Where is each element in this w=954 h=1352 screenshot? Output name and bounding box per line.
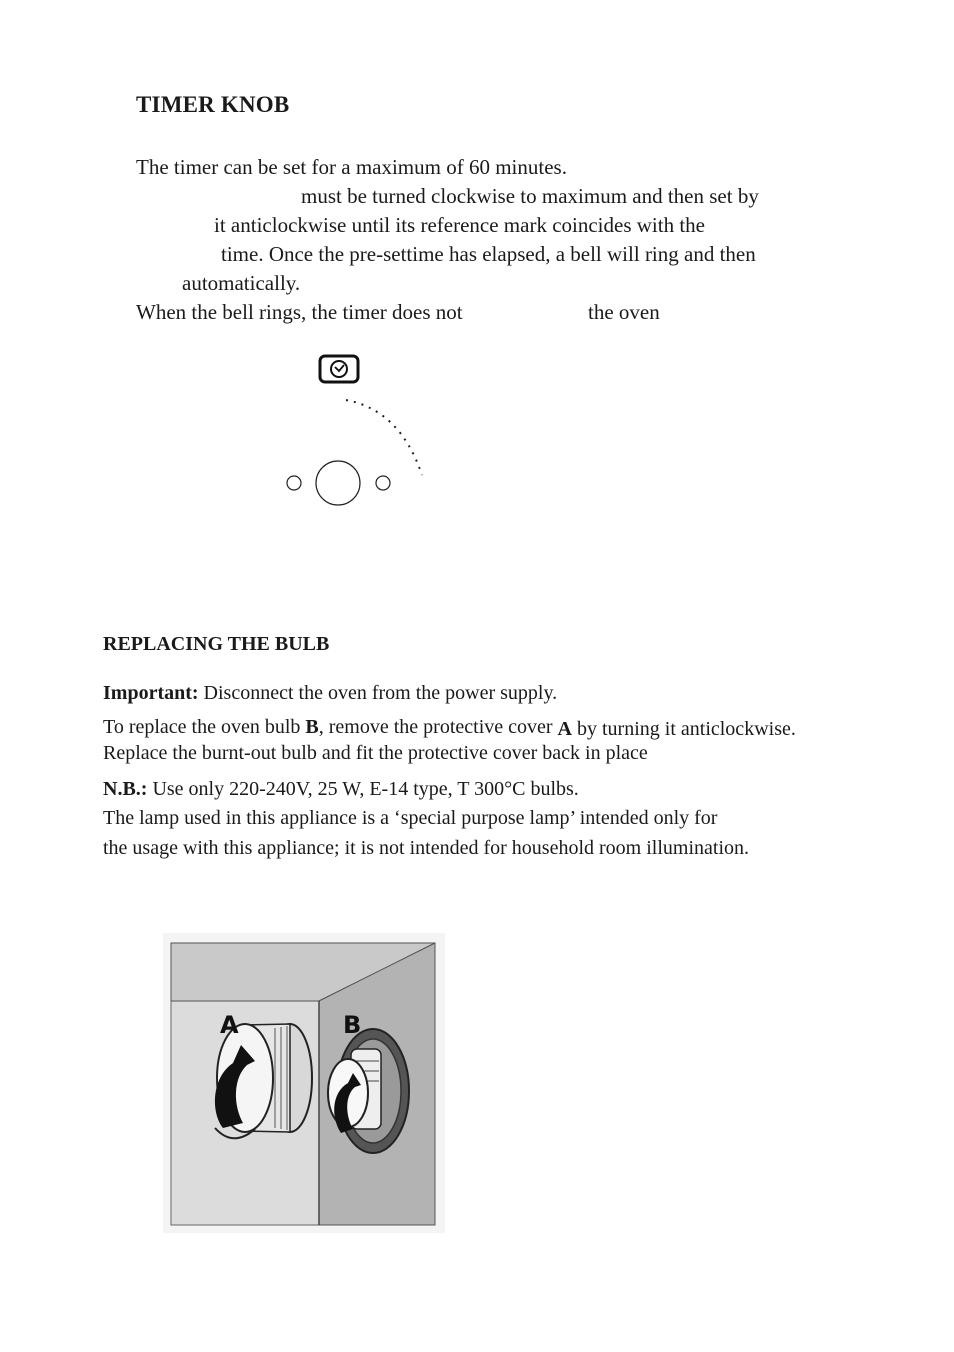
protective-cover-a [215,1024,312,1138]
left-indicator [287,476,301,490]
timer-knob-diagram [280,350,440,515]
replace-text-1: To replace the oven bulb [103,716,306,738]
important-text: Disconnect the oven from the power supply. [198,682,558,704]
bulb-illustration [163,933,445,1233]
illustration-label-b: B [343,1011,362,1039]
nb-label: N.B.: [103,778,148,800]
lamp-line-2: the usage with this appliance; it is not intended for household room illumination. [103,837,750,859]
timer-line-5: automatically. [182,271,301,295]
nb-line [103,775,579,804]
rotation-arc [346,400,422,475]
replace-text-2: , remove the protective cover [318,716,558,738]
replace-text-3: by turning it anticlockwise. [572,718,796,740]
knob-circle [316,461,360,505]
timer-line-1: The timer can be set for a maximum of 60 minutes. [136,155,567,179]
important-line [103,679,557,708]
replace-line-1 [103,713,796,742]
timer-line-6: When the bell rings, the timer does not [136,300,463,324]
timer-line-3: it anticlockwise until its reference mark coincides with the [214,213,705,237]
replace-line-2: Replace the burnt-out bulb and fit the protective cover back in place [103,742,648,764]
timer-heading: TIMER KNOB [136,92,290,117]
replace-label-b: B [305,716,319,738]
nb-text: Use only 220-240V, 25 W, E-14 type, T 300°C bulbs. [147,778,579,800]
right-indicator [376,476,390,490]
illustration-label-a: A [220,1011,239,1039]
timer-line-6b: the oven [588,300,660,324]
lamp-line-1: The lamp used in this appliance is a ‘special purpose lamp’ intended only for [103,807,718,829]
clock-symbol-icon [320,356,358,382]
important-label: Important: [103,682,199,704]
timer-line-2: must be turned clockwise to maximum and then set by [301,184,759,208]
timer-line-4: time. Once the pre-settime has elapsed, a bell will ring and then [221,242,756,266]
bulb-heading: REPLACING THE BULB [103,633,330,655]
replace-label-a: A [557,718,572,740]
